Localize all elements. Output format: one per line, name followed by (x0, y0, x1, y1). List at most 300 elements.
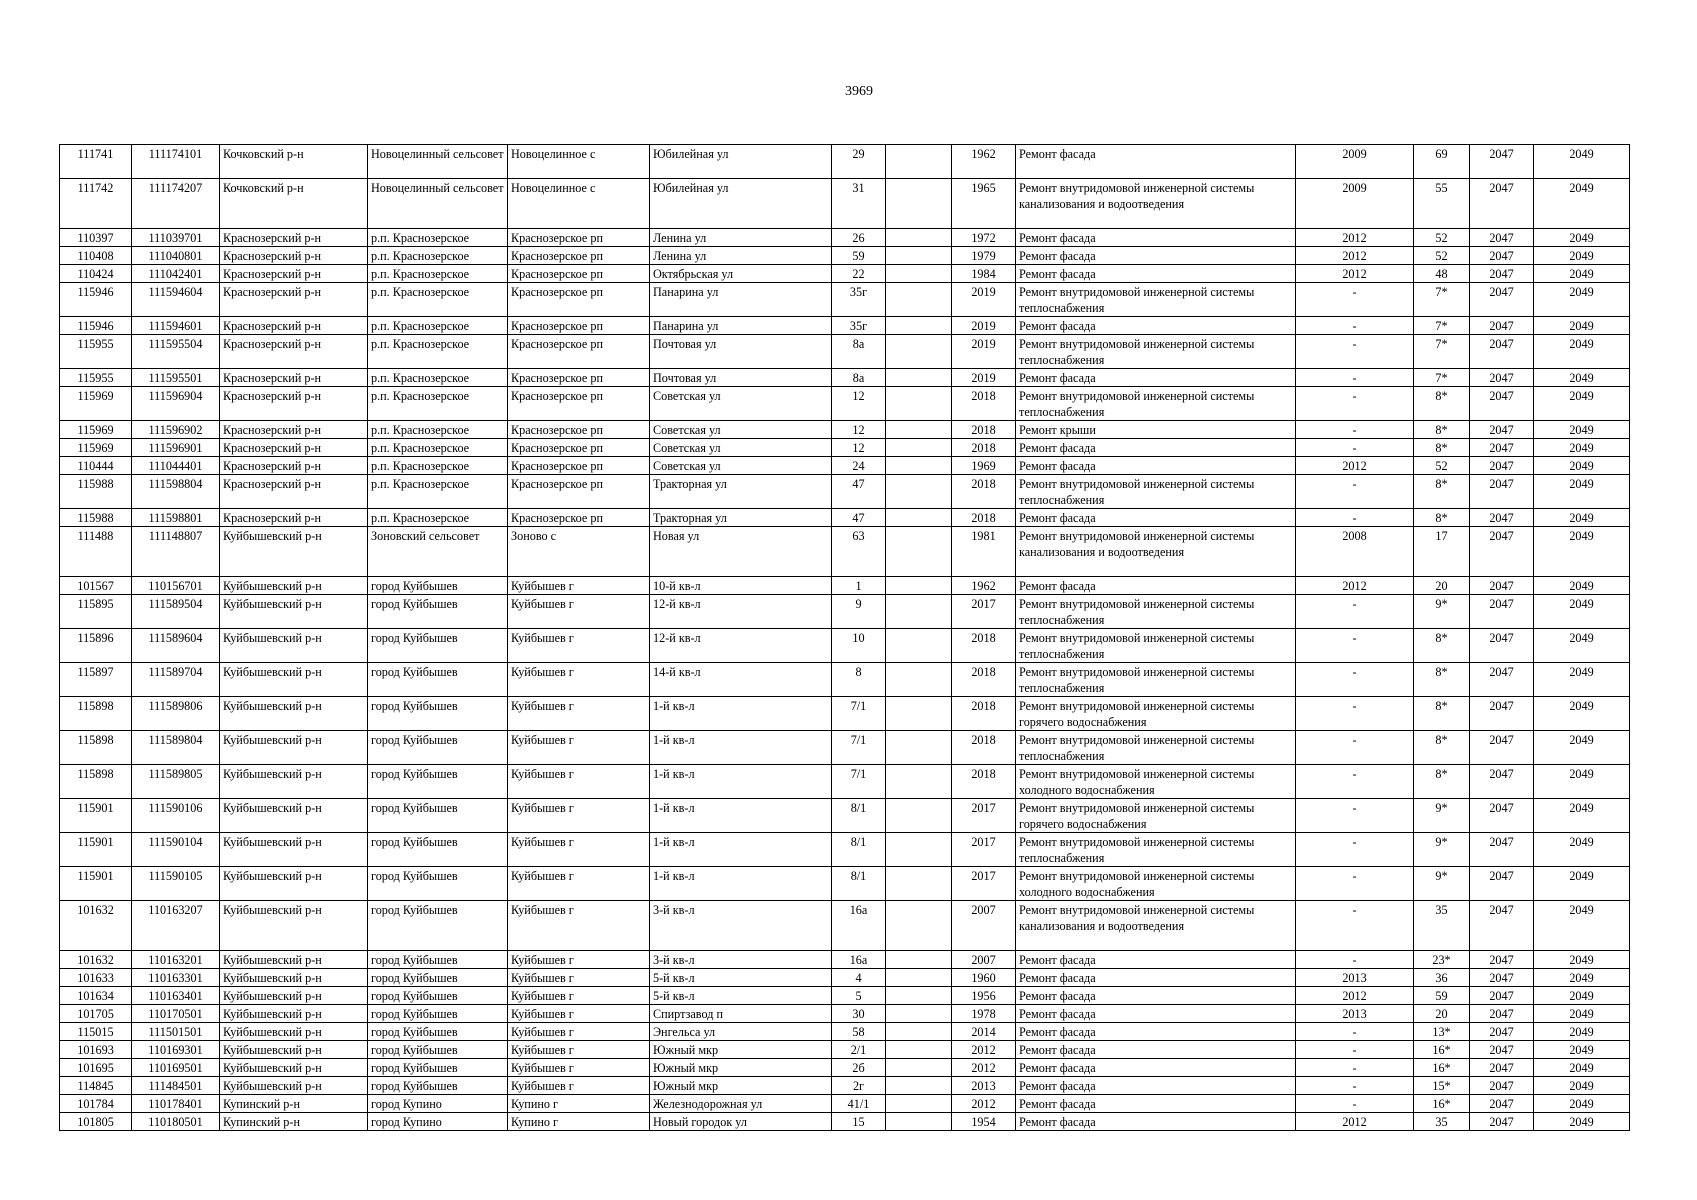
cell-period-start: 2047 (1470, 475, 1534, 509)
cell-last-repair-year: - (1296, 1041, 1414, 1059)
cell-street: 12-й кв-л (650, 629, 832, 663)
cell-wear-percent: 16* (1414, 1095, 1470, 1113)
cell-wear-percent: 36 (1414, 969, 1470, 987)
cell-municipality: город Куйбышев (368, 951, 508, 969)
cell-work-type: Ремонт фасада (1016, 969, 1296, 987)
cell-work-code: 111594601 (132, 317, 220, 335)
cell-house-id: 115898 (60, 697, 132, 731)
cell-last-repair-year: 2012 (1296, 577, 1414, 595)
cell-year-built: 2018 (952, 731, 1016, 765)
cell-locality: Куйбышев г (508, 901, 650, 951)
cell-house-id: 115969 (60, 439, 132, 457)
cell-wear-percent: 7* (1414, 369, 1470, 387)
cell-house-id: 111741 (60, 145, 132, 179)
table-row (60, 1041, 1630, 1059)
cell-locality: Краснозерское рп (508, 387, 650, 421)
cell-locality: Новоцелинное с (508, 145, 650, 179)
cell-district: Краснозерский р-н (220, 229, 368, 247)
table-row (60, 577, 1630, 595)
cell-street: 1-й кв-л (650, 833, 832, 867)
cell-district: Куйбышевский р-н (220, 595, 368, 629)
cell-last-repair-year: - (1296, 369, 1414, 387)
cell-locality: Куйбышев г (508, 799, 650, 833)
cell-municipality: город Куйбышев (368, 765, 508, 799)
cell-period-end: 2049 (1534, 1077, 1630, 1095)
cell-year-built: 2012 (952, 1059, 1016, 1077)
cell-building-letter (886, 595, 952, 629)
cell-building-letter (886, 1059, 952, 1077)
cell-period-end: 2049 (1534, 1059, 1630, 1077)
cell-house-id: 115955 (60, 369, 132, 387)
cell-period-start: 2047 (1470, 951, 1534, 969)
cell-wear-percent: 8* (1414, 731, 1470, 765)
table-row (60, 1095, 1630, 1113)
cell-street: 10-й кв-л (650, 577, 832, 595)
cell-period-start: 2047 (1470, 697, 1534, 731)
cell-period-end: 2049 (1534, 439, 1630, 457)
cell-work-type: Ремонт фасада (1016, 577, 1296, 595)
cell-period-start: 2047 (1470, 283, 1534, 317)
cell-last-repair-year: - (1296, 731, 1414, 765)
cell-last-repair-year: - (1296, 509, 1414, 527)
cell-year-built: 1962 (952, 145, 1016, 179)
cell-municipality: город Куйбышев (368, 1023, 508, 1041)
cell-year-built: 1956 (952, 987, 1016, 1005)
cell-period-end: 2049 (1534, 833, 1630, 867)
cell-work-code: 111595501 (132, 369, 220, 387)
cell-wear-percent: 8* (1414, 765, 1470, 799)
cell-house-id: 115955 (60, 335, 132, 369)
cell-last-repair-year: - (1296, 951, 1414, 969)
cell-house-id: 101784 (60, 1095, 132, 1113)
cell-house-number: 4 (832, 969, 886, 987)
cell-municipality: город Куйбышев (368, 833, 508, 867)
cell-period-end: 2049 (1534, 509, 1630, 527)
cell-period-start: 2047 (1470, 1095, 1534, 1113)
cell-house-id: 115969 (60, 387, 132, 421)
cell-house-id: 115895 (60, 595, 132, 629)
cell-district: Краснозерский р-н (220, 457, 368, 475)
cell-period-start: 2047 (1470, 1113, 1534, 1131)
cell-period-end: 2049 (1534, 265, 1630, 283)
cell-building-letter (886, 629, 952, 663)
cell-work-type: Ремонт внутридомовой инженерной системы теплоснабжения (1016, 731, 1296, 765)
cell-house-id: 110397 (60, 229, 132, 247)
cell-last-repair-year: 2009 (1296, 179, 1414, 229)
cell-work-code: 110163201 (132, 951, 220, 969)
cell-work-type: Ремонт внутридомовой инженерной системы теплоснабжения (1016, 595, 1296, 629)
cell-last-repair-year: - (1296, 1023, 1414, 1041)
cell-period-start: 2047 (1470, 335, 1534, 369)
cell-municipality: р.п. Краснозерское (368, 509, 508, 527)
cell-period-end: 2049 (1534, 247, 1630, 265)
cell-district: Куйбышевский р-н (220, 867, 368, 901)
cell-work-type: Ремонт фасада (1016, 369, 1296, 387)
table-row (60, 595, 1630, 629)
cell-locality: Краснозерское рп (508, 283, 650, 317)
cell-wear-percent: 13* (1414, 1023, 1470, 1041)
cell-house-id: 101632 (60, 901, 132, 951)
cell-house-number: 22 (832, 265, 886, 283)
cell-work-code: 111501501 (132, 1023, 220, 1041)
cell-year-built: 2019 (952, 369, 1016, 387)
table-row (60, 369, 1630, 387)
cell-last-repair-year: - (1296, 1059, 1414, 1077)
cell-street: 14-й кв-л (650, 663, 832, 697)
cell-period-start: 2047 (1470, 369, 1534, 387)
cell-year-built: 1969 (952, 457, 1016, 475)
cell-street: Тракторная ул (650, 509, 832, 527)
cell-locality: Куйбышев г (508, 969, 650, 987)
table-row (60, 901, 1630, 951)
cell-wear-percent: 8* (1414, 629, 1470, 663)
cell-last-repair-year: 2009 (1296, 145, 1414, 179)
cell-year-built: 1984 (952, 265, 1016, 283)
cell-work-type: Ремонт фасада (1016, 1023, 1296, 1041)
cell-locality: Куйбышев г (508, 595, 650, 629)
cell-house-id: 115015 (60, 1023, 132, 1041)
cell-district: Куйбышевский р-н (220, 987, 368, 1005)
cell-building-letter (886, 1041, 952, 1059)
cell-period-end: 2049 (1534, 663, 1630, 697)
cell-locality: Куйбышев г (508, 765, 650, 799)
cell-year-built: 2017 (952, 799, 1016, 833)
cell-work-type: Ремонт фасада (1016, 229, 1296, 247)
cell-year-built: 2014 (952, 1023, 1016, 1041)
cell-street: Энгельса ул (650, 1023, 832, 1041)
cell-period-end: 2049 (1534, 387, 1630, 421)
table-row (60, 1077, 1630, 1095)
cell-locality: Купино г (508, 1113, 650, 1131)
cell-district: Куйбышевский р-н (220, 1023, 368, 1041)
cell-wear-percent: 8* (1414, 439, 1470, 457)
cell-work-code: 111589504 (132, 595, 220, 629)
cell-district: Краснозерский р-н (220, 509, 368, 527)
cell-street: Южный мкр (650, 1059, 832, 1077)
cell-period-end: 2049 (1534, 969, 1630, 987)
cell-work-code: 110169301 (132, 1041, 220, 1059)
cell-street: 3-й кв-л (650, 901, 832, 951)
cell-municipality: город Куйбышев (368, 697, 508, 731)
cell-work-type: Ремонт внутридомовой инженерной системы теплоснабжения (1016, 283, 1296, 317)
cell-street: Панарина ул (650, 317, 832, 335)
cell-period-end: 2049 (1534, 1113, 1630, 1131)
cell-house-number: 47 (832, 475, 886, 509)
cell-building-letter (886, 457, 952, 475)
cell-house-id: 111488 (60, 527, 132, 577)
cell-municipality: р.п. Краснозерское (368, 265, 508, 283)
cell-district: Куйбышевский р-н (220, 527, 368, 577)
cell-work-code: 111484501 (132, 1077, 220, 1095)
cell-district: Краснозерский р-н (220, 421, 368, 439)
cell-period-end: 2049 (1534, 629, 1630, 663)
cell-last-repair-year: - (1296, 799, 1414, 833)
cell-street: Советская ул (650, 387, 832, 421)
cell-period-end: 2049 (1534, 731, 1630, 765)
cell-wear-percent: 15* (1414, 1077, 1470, 1095)
cell-year-built: 1954 (952, 1113, 1016, 1131)
cell-year-built: 2018 (952, 439, 1016, 457)
cell-locality: Краснозерское рп (508, 457, 650, 475)
table-row (60, 1005, 1630, 1023)
cell-work-type: Ремонт внутридомовой инженерной системы горячего водоснабжения (1016, 799, 1296, 833)
cell-street: Южный мкр (650, 1077, 832, 1095)
cell-street: Новый городок ул (650, 1113, 832, 1131)
cell-year-built: 1978 (952, 1005, 1016, 1023)
cell-work-code: 111590106 (132, 799, 220, 833)
cell-district: Краснозерский р-н (220, 387, 368, 421)
cell-work-type: Ремонт фасада (1016, 1005, 1296, 1023)
cell-year-built: 1981 (952, 527, 1016, 577)
cell-house-number: 8/1 (832, 867, 886, 901)
cell-municipality: р.п. Краснозерское (368, 283, 508, 317)
cell-house-number: 10 (832, 629, 886, 663)
cell-house-id: 115898 (60, 731, 132, 765)
cell-building-letter (886, 867, 952, 901)
cell-period-end: 2049 (1534, 283, 1630, 317)
cell-house-id: 115988 (60, 475, 132, 509)
table-body (60, 145, 1630, 1131)
table-row (60, 265, 1630, 283)
cell-house-id: 115901 (60, 833, 132, 867)
cell-municipality: город Куйбышев (368, 577, 508, 595)
cell-district: Куйбышевский р-н (220, 1059, 368, 1077)
cell-work-code: 110163301 (132, 969, 220, 987)
cell-period-start: 2047 (1470, 969, 1534, 987)
table-row (60, 387, 1630, 421)
cell-year-built: 2019 (952, 317, 1016, 335)
cell-locality: Краснозерское рп (508, 229, 650, 247)
cell-district: Купинский р-н (220, 1113, 368, 1131)
cell-period-end: 2049 (1534, 577, 1630, 595)
cell-period-end: 2049 (1534, 697, 1630, 731)
cell-period-start: 2047 (1470, 629, 1534, 663)
cell-locality: Краснозерское рп (508, 509, 650, 527)
cell-year-built: 1972 (952, 229, 1016, 247)
cell-period-end: 2049 (1534, 527, 1630, 577)
cell-last-repair-year: - (1296, 283, 1414, 317)
cell-work-code: 111589604 (132, 629, 220, 663)
cell-locality: Куйбышев г (508, 1059, 650, 1077)
cell-street: 1-й кв-л (650, 799, 832, 833)
cell-municipality: город Куйбышев (368, 629, 508, 663)
cell-district: Куйбышевский р-н (220, 799, 368, 833)
cell-last-repair-year: - (1296, 335, 1414, 369)
cell-last-repair-year: 2012 (1296, 265, 1414, 283)
cell-house-number: 2г (832, 1077, 886, 1095)
cell-wear-percent: 8* (1414, 663, 1470, 697)
cell-year-built: 2012 (952, 1041, 1016, 1059)
cell-house-id: 101805 (60, 1113, 132, 1131)
table-row (60, 509, 1630, 527)
cell-wear-percent: 35 (1414, 1113, 1470, 1131)
cell-wear-percent: 8* (1414, 475, 1470, 509)
cell-building-letter (886, 663, 952, 697)
table-row (60, 1023, 1630, 1041)
cell-locality: Куйбышев г (508, 867, 650, 901)
cell-municipality: р.п. Краснозерское (368, 369, 508, 387)
cell-last-repair-year: 2012 (1296, 1113, 1414, 1131)
cell-work-code: 111040801 (132, 247, 220, 265)
table-row (60, 527, 1630, 577)
cell-last-repair-year: 2013 (1296, 1005, 1414, 1023)
cell-wear-percent: 9* (1414, 833, 1470, 867)
cell-period-start: 2047 (1470, 867, 1534, 901)
table-row (60, 1113, 1630, 1131)
cell-street: Советская ул (650, 421, 832, 439)
cell-building-letter (886, 335, 952, 369)
cell-building-letter (886, 1005, 952, 1023)
cell-district: Купинский р-н (220, 1095, 368, 1113)
cell-work-type: Ремонт фасада (1016, 1077, 1296, 1095)
cell-period-end: 2049 (1534, 951, 1630, 969)
cell-work-type: Ремонт фасада (1016, 457, 1296, 475)
cell-period-start: 2047 (1470, 577, 1534, 595)
cell-house-id: 115898 (60, 765, 132, 799)
cell-last-repair-year: - (1296, 1095, 1414, 1113)
cell-house-number: 41/1 (832, 1095, 886, 1113)
cell-period-start: 2047 (1470, 387, 1534, 421)
cell-last-repair-year: - (1296, 629, 1414, 663)
cell-period-end: 2049 (1534, 475, 1630, 509)
cell-house-id: 115969 (60, 421, 132, 439)
cell-period-start: 2047 (1470, 509, 1534, 527)
cell-work-type: Ремонт внутридомовой инженерной системы теплоснабжения (1016, 833, 1296, 867)
cell-municipality: р.п. Краснозерское (368, 475, 508, 509)
cell-work-code: 110170501 (132, 1005, 220, 1023)
cell-district: Куйбышевский р-н (220, 901, 368, 951)
cell-year-built: 2017 (952, 833, 1016, 867)
cell-year-built: 2018 (952, 421, 1016, 439)
cell-street: Южный мкр (650, 1041, 832, 1059)
cell-building-letter (886, 765, 952, 799)
cell-building-letter (886, 439, 952, 457)
table-row (60, 1059, 1630, 1077)
cell-house-number: 8/1 (832, 799, 886, 833)
cell-work-type: Ремонт фасада (1016, 439, 1296, 457)
cell-work-type: Ремонт внутридомовой инженерной системы теплоснабжения (1016, 663, 1296, 697)
cell-work-type: Ремонт фасада (1016, 987, 1296, 1005)
cell-last-repair-year: 2012 (1296, 457, 1414, 475)
cell-street: Октябрьская ул (650, 265, 832, 283)
cell-last-repair-year: 2013 (1296, 969, 1414, 987)
cell-period-start: 2047 (1470, 901, 1534, 951)
cell-house-number: 2/1 (832, 1041, 886, 1059)
cell-year-built: 2018 (952, 629, 1016, 663)
cell-locality: Краснозерское рп (508, 265, 650, 283)
cell-locality: Краснозерское рп (508, 439, 650, 457)
cell-work-code: 111589805 (132, 765, 220, 799)
cell-municipality: город Куйбышев (368, 969, 508, 987)
cell-period-start: 2047 (1470, 527, 1534, 577)
table-row (60, 421, 1630, 439)
cell-municipality: р.п. Краснозерское (368, 457, 508, 475)
cell-locality: Куйбышев г (508, 833, 650, 867)
cell-municipality: р.п. Краснозерское (368, 421, 508, 439)
cell-street: 1-й кв-л (650, 867, 832, 901)
cell-house-number: 8а (832, 369, 886, 387)
cell-work-code: 111590104 (132, 833, 220, 867)
table-row (60, 867, 1630, 901)
cell-district: Куйбышевский р-н (220, 969, 368, 987)
cell-period-start: 2047 (1470, 987, 1534, 1005)
cell-work-code: 111039701 (132, 229, 220, 247)
cell-street: Новая ул (650, 527, 832, 577)
table-row (60, 987, 1630, 1005)
cell-house-id: 111742 (60, 179, 132, 229)
cell-period-end: 2049 (1534, 369, 1630, 387)
cell-house-number: 47 (832, 509, 886, 527)
cell-work-code: 111148807 (132, 527, 220, 577)
cell-house-number: 9 (832, 595, 886, 629)
cell-year-built: 1960 (952, 969, 1016, 987)
cell-period-end: 2049 (1534, 421, 1630, 439)
cell-work-code: 111596904 (132, 387, 220, 421)
table-row (60, 951, 1630, 969)
cell-locality: Куйбышев г (508, 697, 650, 731)
cell-building-letter (886, 527, 952, 577)
cell-municipality: р.п. Краснозерское (368, 387, 508, 421)
cell-street: Железнодорожная ул (650, 1095, 832, 1113)
cell-house-number: 5 (832, 987, 886, 1005)
cell-locality: Куйбышев г (508, 663, 650, 697)
cell-building-letter (886, 229, 952, 247)
cell-house-id: 110408 (60, 247, 132, 265)
cell-wear-percent: 8* (1414, 421, 1470, 439)
cell-house-number: 35г (832, 283, 886, 317)
cell-locality: Куйбышев г (508, 1077, 650, 1095)
cell-house-id: 115946 (60, 317, 132, 335)
cell-building-letter (886, 1113, 952, 1131)
cell-building-letter (886, 833, 952, 867)
cell-work-code: 111595504 (132, 335, 220, 369)
cell-wear-percent: 35 (1414, 901, 1470, 951)
cell-house-number: 35г (832, 317, 886, 335)
cell-wear-percent: 17 (1414, 527, 1470, 577)
cell-house-number: 8/1 (832, 833, 886, 867)
cell-building-letter (886, 369, 952, 387)
cell-wear-percent: 8* (1414, 387, 1470, 421)
cell-street: Ленина ул (650, 229, 832, 247)
cell-work-type: Ремонт внутридомовой инженерной системы канализования и водоотведения (1016, 527, 1296, 577)
cell-period-end: 2049 (1534, 867, 1630, 901)
cell-work-type: Ремонт фасада (1016, 317, 1296, 335)
cell-last-repair-year: - (1296, 421, 1414, 439)
cell-last-repair-year: - (1296, 697, 1414, 731)
cell-last-repair-year: - (1296, 595, 1414, 629)
table-row (60, 969, 1630, 987)
cell-last-repair-year: - (1296, 663, 1414, 697)
cell-year-built: 2018 (952, 697, 1016, 731)
cell-work-code: 110178401 (132, 1095, 220, 1113)
cell-house-id: 101634 (60, 987, 132, 1005)
table-row (60, 439, 1630, 457)
cell-period-end: 2049 (1534, 1023, 1630, 1041)
table-row (60, 317, 1630, 335)
cell-last-repair-year: 2008 (1296, 527, 1414, 577)
cell-house-id: 101632 (60, 951, 132, 969)
cell-last-repair-year: - (1296, 439, 1414, 457)
cell-work-type: Ремонт фасада (1016, 1041, 1296, 1059)
cell-municipality: р.п. Краснозерское (368, 229, 508, 247)
cell-district: Куйбышевский р-н (220, 1041, 368, 1059)
cell-house-number: 12 (832, 387, 886, 421)
cell-period-start: 2047 (1470, 1059, 1534, 1077)
cell-locality: Зоново с (508, 527, 650, 577)
cell-municipality: город Куйбышев (368, 1041, 508, 1059)
cell-locality: Краснозерское рп (508, 247, 650, 265)
cell-last-repair-year: - (1296, 317, 1414, 335)
